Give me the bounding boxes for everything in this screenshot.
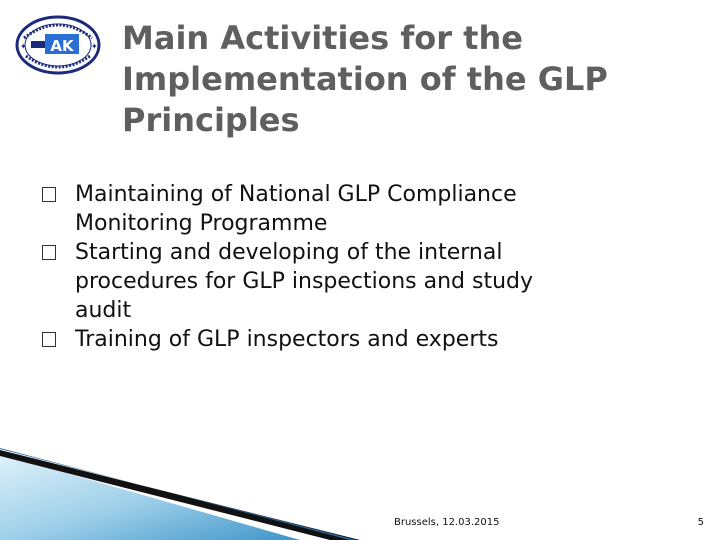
footer-date: Brussels, 12.03.2015 bbox=[394, 517, 500, 528]
bullet-text-line: Maintaining of National GLP Compliance bbox=[75, 182, 517, 207]
bullet-text-line: Training of GLP inspectors and experts bbox=[75, 327, 499, 352]
bullet-list bbox=[42, 180, 642, 354]
title-line: Main Activities for the bbox=[122, 19, 523, 57]
organization-logo bbox=[14, 14, 102, 76]
checkbox-bullet-icon bbox=[42, 187, 56, 202]
bullet-text-line: Monitoring Programme bbox=[75, 211, 328, 236]
accreditation-emblem-icon bbox=[14, 14, 102, 76]
logo-text: AK bbox=[50, 37, 74, 55]
title-line: Principles bbox=[122, 101, 300, 139]
svg-text:✦: ✦ bbox=[91, 42, 98, 51]
checkbox-bullet-icon bbox=[42, 245, 56, 260]
decorative-swoosh bbox=[0, 440, 720, 540]
bullet-text-line: audit bbox=[75, 298, 132, 323]
bullet-item bbox=[42, 238, 642, 325]
svg-text:✦: ✦ bbox=[20, 42, 27, 51]
bullet-text-line: procedures for GLP inspections and study bbox=[75, 269, 533, 294]
bullet-item bbox=[42, 180, 642, 238]
slide-number: 5 bbox=[697, 517, 704, 528]
checkbox-bullet-icon bbox=[42, 332, 56, 347]
bullet-text-line: Starting and developing of the internal bbox=[75, 240, 503, 265]
bullet-item bbox=[42, 325, 642, 354]
slide-title bbox=[122, 18, 682, 141]
title-line: Implementation of the GLP bbox=[122, 60, 608, 98]
